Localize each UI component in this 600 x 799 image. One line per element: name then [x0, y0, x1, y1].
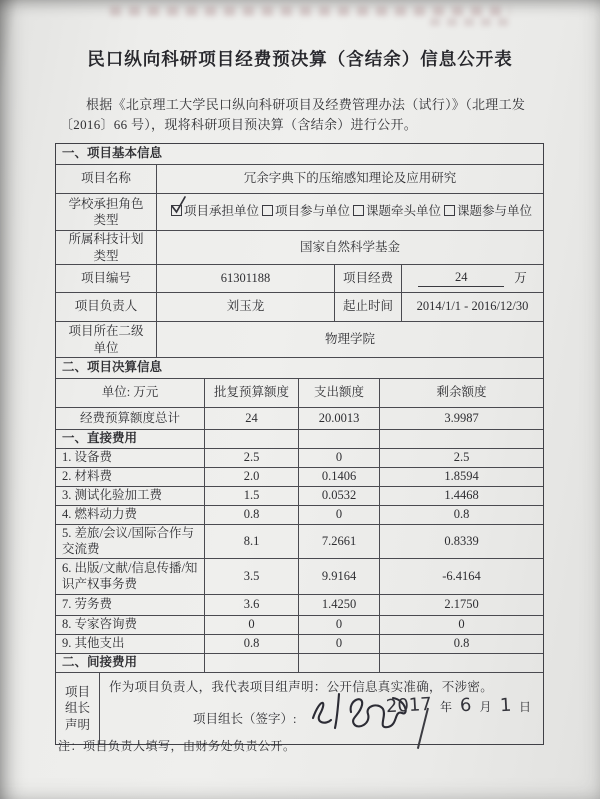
project-number-row	[56, 264, 543, 292]
footer-note: 注：项目负责人填写，由财务处负责公开。	[58, 739, 296, 753]
project-name-label: 项目名称	[80, 171, 131, 186]
secondary-unit-label: 项目所在二级 单位	[68, 324, 144, 355]
project-name-value: 冗余字典下的压缩感知理论及应用研究	[156, 165, 543, 193]
budget-row-indirect-section: 二、间接费用	[56, 653, 543, 672]
project-leader-value: 刘玉龙	[156, 293, 334, 321]
project-fund-label: 项目经费	[334, 265, 401, 292]
col-header-remaining: 剩余额度	[379, 379, 543, 407]
budget-row-publication: 6. 出版/文献/信息传播/知识产权事务费 3.5 9.9164 -6.4164	[56, 558, 543, 594]
col-header-approved: 批复预算额度	[204, 379, 298, 407]
role-type-label: 学校承担角色 类型	[68, 196, 144, 227]
budget-row-fuel-power: 4. 燃料动力费 0.8 0 0.8	[56, 505, 543, 524]
date-day-handwritten: 1	[498, 694, 512, 717]
intro-line-1: 根据《北京理工大学民口纵向科研项目及经费管理办法（试行）》（北理工发	[86, 97, 526, 112]
project-disclosure-table	[55, 143, 544, 745]
project-name-row	[56, 164, 543, 193]
col-header-spent: 支出额度	[298, 379, 379, 407]
basic-info-header-row	[56, 144, 543, 164]
date-month-unit: 月	[479, 700, 492, 714]
role-option-0: 项目承担单位	[168, 204, 259, 220]
plan-type-value: 国家自然科学基金	[156, 231, 543, 264]
date-day-unit: 日	[518, 700, 531, 714]
role-option-1: 项目参与单位	[259, 204, 350, 220]
secondary-unit-value: 物理学院	[156, 322, 543, 357]
plan-type-label: 所属科技计划 类型	[68, 232, 144, 263]
role-option-3: 课题参与单位	[441, 204, 532, 220]
declaration-row	[56, 672, 543, 744]
role-type-row	[56, 193, 543, 230]
budget-row-labor: 7. 劳务费 3.6 1.4250 2.1750	[56, 594, 543, 615]
budget-row-direct-section: 一、直接费用	[56, 429, 543, 448]
budget-info-header-row	[56, 357, 543, 378]
signature-date	[386, 695, 539, 718]
date-month-handwritten: 6	[459, 694, 473, 717]
budget-row-equipment: 1. 设备费 2.5 0 2.5	[56, 448, 543, 467]
checkbox-topic-participant-unit	[444, 205, 455, 216]
budget-row-other: 9. 其他支出 0.8 0 0.8	[56, 634, 543, 653]
basic-info-header: 一、项目基本信息	[62, 146, 163, 161]
project-number-value: 61301188	[156, 265, 334, 292]
budget-col-header-row	[56, 378, 543, 407]
declaration-content	[99, 673, 543, 744]
budget-row-materials: 2. 材料费 2.0 0.1406 1.8594	[56, 467, 543, 486]
back-page-bleed-through	[110, 6, 510, 16]
declaration-label: 项目 组长 声明	[64, 685, 90, 732]
checkbox-topic-lead-unit	[353, 205, 364, 216]
fund-amount: 24	[418, 270, 504, 287]
col-header-unit: 单位: 万元	[101, 385, 159, 400]
plan-type-row	[56, 230, 543, 264]
budget-info-header: 二、项目决算信息	[62, 360, 163, 375]
project-leader-label: 项目负责人	[74, 299, 138, 314]
back-page-bleed-through-2	[430, 18, 510, 26]
page-title: 民口纵向科研项目经费预决算（含结余）信息公开表	[87, 49, 513, 69]
budget-row-expert: 8. 专家咨询费 0 0 0	[56, 615, 543, 634]
budget-row-testing: 3. 测试化验加工费 1.5 0.0532 1.4468	[56, 486, 543, 505]
sign-label: 项目组长（签字）:	[193, 712, 297, 726]
date-year-unit: 年	[440, 700, 453, 714]
budget-row-travel: 5. 差旅/会议/国际合作与交流费 8.1 7.2661 0.8339	[56, 524, 543, 558]
handwritten-check-icon	[170, 195, 187, 215]
date-year-handwritten: 2017	[385, 693, 433, 718]
role-checkbox-group	[156, 194, 543, 230]
checkbox-project-lead-unit	[171, 205, 182, 216]
intro-paragraph	[60, 95, 548, 134]
declaration-statement: 作为项目负责人，我代表项目组声明：公开信息真实准确，不涉密。	[109, 680, 494, 694]
role-option-2: 课题牵头单位	[350, 204, 441, 220]
project-number-label: 项目编号	[80, 270, 131, 285]
intro-line-2: 〔2016〕66 号），现将科研项目预决算（含结余）进行公开。	[60, 116, 418, 132]
project-fund-value-cell	[401, 265, 543, 292]
checkbox-project-participant-unit	[262, 205, 273, 216]
period-value: 2014/1/1 - 2016/12/30	[401, 293, 543, 321]
secondary-unit-row	[56, 321, 543, 357]
period-label: 起止时间	[334, 293, 401, 321]
budget-row-total: 经费预算额度总计 24 20.0013 3.9987	[56, 407, 543, 429]
fund-unit: 万	[514, 270, 527, 285]
date-year-wrap	[386, 695, 432, 718]
project-leader-row	[56, 292, 543, 321]
